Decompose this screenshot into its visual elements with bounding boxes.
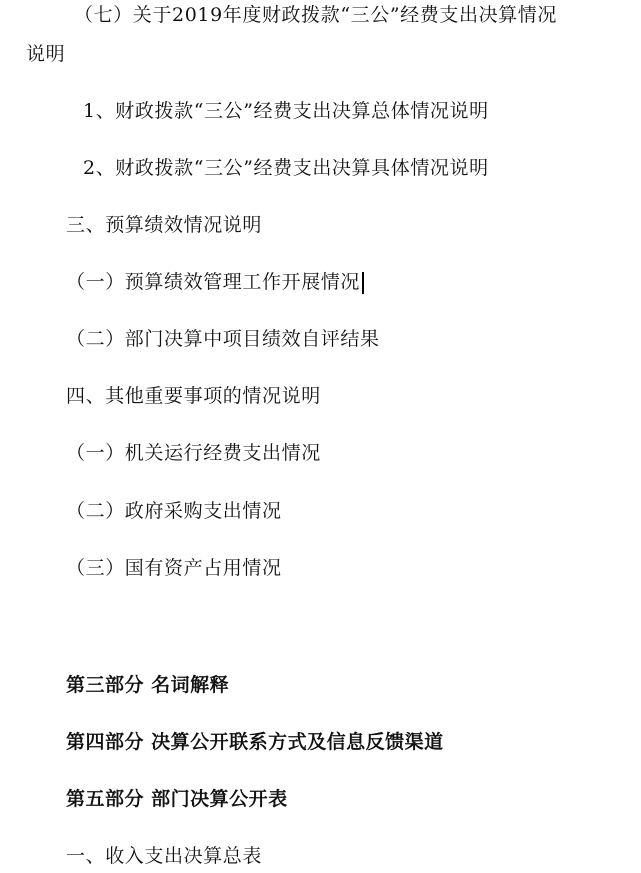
part-four-heading: 第四部分 决算公开联系方式及信息反馈渠道	[66, 731, 444, 753]
line-income-expenditure-table: 一、收入支出决算总表	[66, 845, 263, 867]
line-state-assets: （三）国有资产占用情况	[66, 557, 282, 579]
line-government-procurement: （二）政府采购支出情况	[66, 500, 282, 522]
line-section-7-title: （七）关于2019年度财政拨款“三公”经费支出决算情况	[74, 4, 557, 26]
line-text: （一）预算绩效管理工作开展情况	[66, 271, 361, 293]
text-cursor	[362, 272, 364, 294]
line-section-7-title-continued: 说明	[26, 43, 66, 65]
line-project-self-evaluation: （二）部门决算中项目绩效自评结果	[66, 328, 380, 350]
part-five-heading: 第五部分 部门决算公开表	[66, 788, 288, 810]
line-budget-performance-heading: 三、预算绩效情况说明	[66, 214, 263, 236]
part-three-heading: 第三部分 名词解释	[66, 674, 230, 696]
line-three-public-overall: 1、财政拨款“三公”经费支出决算总体情况说明	[83, 100, 489, 122]
line-three-public-detail: 2、财政拨款“三公”经费支出决算具体情况说明	[83, 157, 489, 179]
line-other-matters-heading: 四、其他重要事项的情况说明	[66, 385, 321, 407]
line-operating-expenses: （一）机关运行经费支出情况	[66, 442, 321, 464]
line-performance-management	[66, 271, 364, 294]
